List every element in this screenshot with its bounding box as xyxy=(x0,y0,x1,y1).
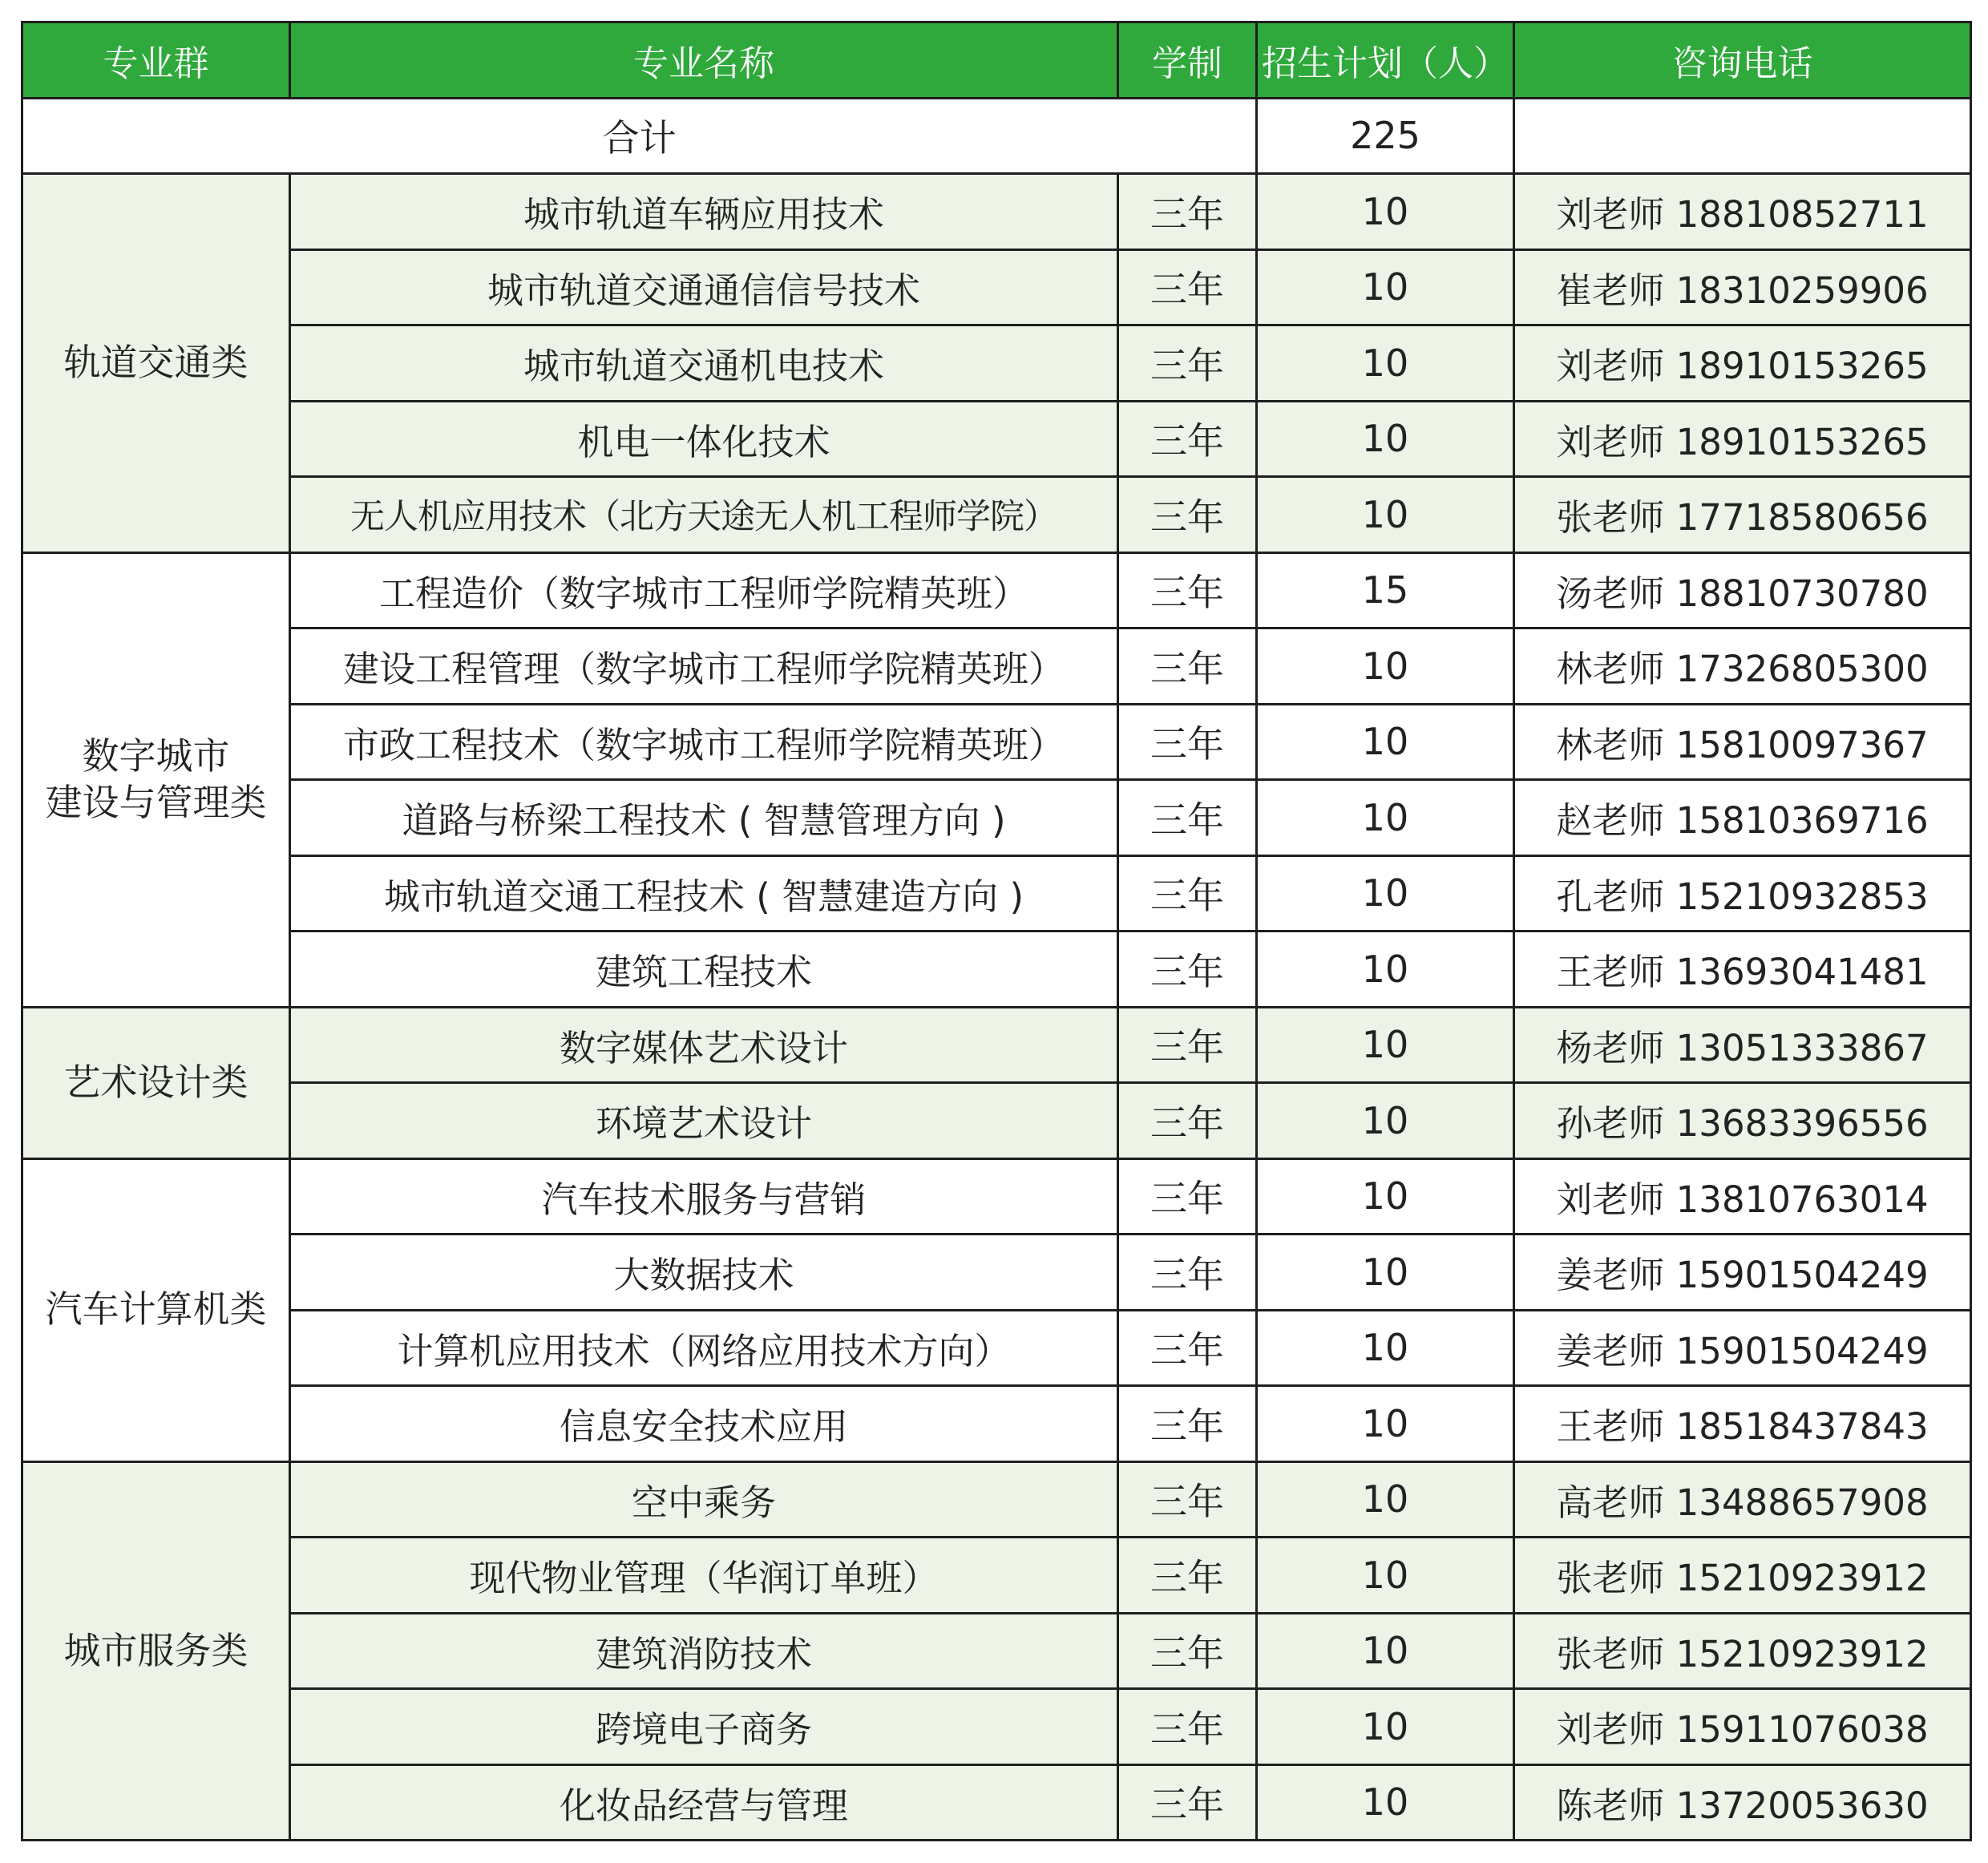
plan-cell: 10 xyxy=(1257,325,1514,402)
duration-cell: 三年 xyxy=(1118,174,1257,250)
table-row xyxy=(22,552,1971,628)
major-cell: 现代物业管理（华润订单班） xyxy=(290,1538,1118,1614)
plan-cell: 10 xyxy=(1257,1764,1514,1841)
table-row xyxy=(22,1007,1971,1083)
phone-cell: 张老师 15210923912 xyxy=(1514,1613,1971,1689)
table-row xyxy=(22,1235,1971,1311)
group-rail: 轨道交通类 xyxy=(22,174,290,553)
table-row xyxy=(22,477,1971,553)
duration-cell: 三年 xyxy=(1118,1386,1257,1462)
duration-cell: 三年 xyxy=(1118,1613,1257,1689)
plan-cell: 10 xyxy=(1257,1689,1514,1765)
phone-cell: 王老师 18518437843 xyxy=(1514,1386,1971,1462)
group-art: 艺术设计类 xyxy=(22,1007,290,1158)
plan-cell: 10 xyxy=(1257,704,1514,780)
phone-cell: 刘老师 18810852711 xyxy=(1514,174,1971,250)
plan-cell: 10 xyxy=(1257,1461,1514,1538)
major-cell: 空中乘务 xyxy=(290,1461,1118,1538)
phone-cell: 林老师 15810097367 xyxy=(1514,704,1971,780)
table-row xyxy=(22,1158,1971,1235)
plan-cell: 10 xyxy=(1257,1386,1514,1462)
group-city-service: 城市服务类 xyxy=(22,1461,290,1841)
duration-cell: 三年 xyxy=(1118,1083,1257,1159)
major-cell: 计算机应用技术（网络应用技术方向） xyxy=(290,1310,1118,1386)
major-cell: 建筑消防技术 xyxy=(290,1613,1118,1689)
duration-cell: 三年 xyxy=(1118,855,1257,932)
major-cell: 工程造价（数字城市工程师学院精英班） xyxy=(290,552,1118,628)
plan-cell: 10 xyxy=(1257,1538,1514,1614)
duration-cell: 三年 xyxy=(1118,1158,1257,1235)
header-row xyxy=(22,22,1971,99)
table-row xyxy=(22,704,1971,780)
group-auto-computer: 汽车计算机类 xyxy=(22,1158,290,1461)
duration-cell: 三年 xyxy=(1118,1538,1257,1614)
plan-cell: 10 xyxy=(1257,174,1514,250)
table-row xyxy=(22,1613,1971,1689)
enrollment-table xyxy=(21,21,1972,1841)
phone-cell: 刘老师 18910153265 xyxy=(1514,401,1971,477)
table-row xyxy=(22,174,1971,250)
table-row xyxy=(22,628,1971,705)
major-cell: 信息安全技术应用 xyxy=(290,1386,1118,1462)
table-row xyxy=(22,1689,1971,1765)
group-digital-line1: 数字城市 xyxy=(82,734,230,778)
table-row xyxy=(22,1538,1971,1614)
phone-cell: 孙老师 13683396556 xyxy=(1514,1083,1971,1159)
plan-cell: 10 xyxy=(1257,1613,1514,1689)
plan-cell: 10 xyxy=(1257,1158,1514,1235)
table-row xyxy=(22,325,1971,402)
plan-cell: 10 xyxy=(1257,1310,1514,1386)
major-cell: 城市轨道交通工程技术 ( 智慧建造方向 ) xyxy=(290,855,1118,932)
plan-cell: 10 xyxy=(1257,401,1514,477)
duration-cell: 三年 xyxy=(1118,325,1257,402)
table-row xyxy=(22,932,1971,1008)
duration-cell: 三年 xyxy=(1118,1310,1257,1386)
major-cell: 跨境电子商务 xyxy=(290,1689,1118,1765)
major-cell: 城市轨道交通机电技术 xyxy=(290,325,1118,402)
duration-cell: 三年 xyxy=(1118,704,1257,780)
phone-cell: 高老师 13488657908 xyxy=(1514,1461,1971,1538)
major-cell: 化妆品经营与管理 xyxy=(290,1764,1118,1841)
phone-cell: 王老师 13693041481 xyxy=(1514,932,1971,1008)
phone-cell: 姜老师 15901504249 xyxy=(1514,1235,1971,1311)
major-cell: 城市轨道交通通信信号技术 xyxy=(290,249,1118,325)
table-row xyxy=(22,1461,1971,1538)
table-row xyxy=(22,1083,1971,1159)
plan-cell: 10 xyxy=(1257,1235,1514,1311)
phone-cell: 刘老师 18910153265 xyxy=(1514,325,1971,402)
table-row xyxy=(22,401,1971,477)
major-cell: 市政工程技术（数字城市工程师学院精英班） xyxy=(290,704,1118,780)
header-major: 专业名称 xyxy=(290,22,1118,99)
table-row xyxy=(22,855,1971,932)
major-cell: 环境艺术设计 xyxy=(290,1083,1118,1159)
table-row xyxy=(22,249,1971,325)
major-cell: 数字媒体艺术设计 xyxy=(290,1007,1118,1083)
total-row xyxy=(22,98,1971,174)
phone-cell: 陈老师 13720053630 xyxy=(1514,1764,1971,1841)
group-digital-line2: 建设与管理类 xyxy=(45,780,267,824)
major-cell: 建设工程管理（数字城市工程师学院精英班） xyxy=(290,628,1118,705)
plan-cell: 10 xyxy=(1257,780,1514,856)
major-cell: 无人机应用技术（北方天途无人机工程师学院） xyxy=(290,477,1118,553)
header-duration: 学制 xyxy=(1118,22,1257,99)
duration-cell: 三年 xyxy=(1118,1007,1257,1083)
plan-cell: 15 xyxy=(1257,552,1514,628)
plan-cell: 10 xyxy=(1257,1007,1514,1083)
total-value: 225 xyxy=(1257,98,1514,174)
duration-cell: 三年 xyxy=(1118,932,1257,1008)
plan-cell: 10 xyxy=(1257,1083,1514,1159)
duration-cell: 三年 xyxy=(1118,1689,1257,1765)
table-row xyxy=(22,1310,1971,1386)
plan-cell: 10 xyxy=(1257,249,1514,325)
phone-cell: 刘老师 13810763014 xyxy=(1514,1158,1971,1235)
phone-cell: 张老师 17718580656 xyxy=(1514,477,1971,553)
phone-cell: 崔老师 18310259906 xyxy=(1514,249,1971,325)
table-row xyxy=(22,780,1971,856)
duration-cell: 三年 xyxy=(1118,552,1257,628)
header-plan: 招生计划（人） xyxy=(1257,22,1514,99)
plan-cell: 10 xyxy=(1257,855,1514,932)
plan-cell: 10 xyxy=(1257,932,1514,1008)
phone-cell: 刘老师 15911076038 xyxy=(1514,1689,1971,1765)
major-cell: 汽车技术服务与营销 xyxy=(290,1158,1118,1235)
phone-cell: 杨老师 13051333867 xyxy=(1514,1007,1971,1083)
header-group: 专业群 xyxy=(22,22,290,99)
phone-cell: 汤老师 18810730780 xyxy=(1514,552,1971,628)
duration-cell: 三年 xyxy=(1118,401,1257,477)
major-cell: 机电一体化技术 xyxy=(290,401,1118,477)
duration-cell: 三年 xyxy=(1118,780,1257,856)
duration-cell: 三年 xyxy=(1118,1235,1257,1311)
plan-cell: 10 xyxy=(1257,477,1514,553)
duration-cell: 三年 xyxy=(1118,628,1257,705)
phone-cell: 赵老师 15810369716 xyxy=(1514,780,1971,856)
plan-cell: 10 xyxy=(1257,628,1514,705)
phone-cell: 孔老师 15210932853 xyxy=(1514,855,1971,932)
table-row xyxy=(22,1764,1971,1841)
header-phone: 咨询电话 xyxy=(1514,22,1971,99)
duration-cell: 三年 xyxy=(1118,249,1257,325)
major-cell: 大数据技术 xyxy=(290,1235,1118,1311)
duration-cell: 三年 xyxy=(1118,1461,1257,1538)
duration-cell: 三年 xyxy=(1118,477,1257,553)
group-digital-city xyxy=(22,552,290,1007)
total-phone xyxy=(1514,98,1971,174)
phone-cell: 林老师 17326805300 xyxy=(1514,628,1971,705)
major-cell: 城市轨道车辆应用技术 xyxy=(290,174,1118,250)
major-cell: 道路与桥梁工程技术 ( 智慧管理方向 ) xyxy=(290,780,1118,856)
phone-cell: 姜老师 15901504249 xyxy=(1514,1310,1971,1386)
duration-cell: 三年 xyxy=(1118,1764,1257,1841)
table-row xyxy=(22,1386,1971,1462)
total-label: 合计 xyxy=(22,98,1257,174)
major-cell: 建筑工程技术 xyxy=(290,932,1118,1008)
phone-cell: 张老师 15210923912 xyxy=(1514,1538,1971,1614)
